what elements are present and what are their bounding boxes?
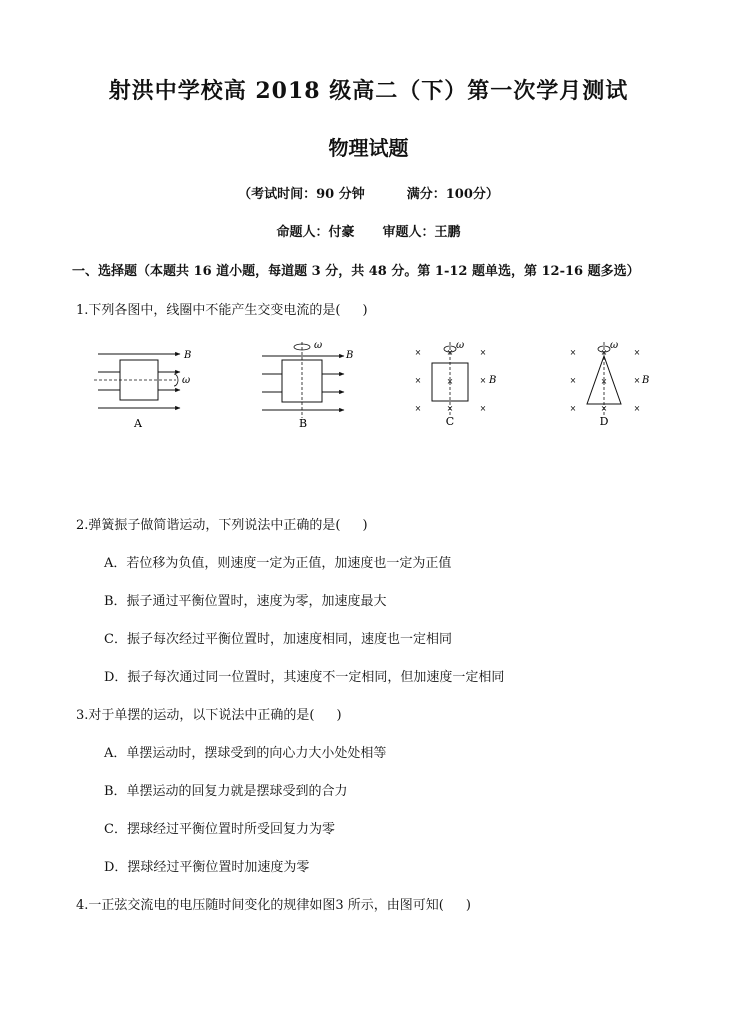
question-1-figure [88,338,668,434]
exam-authors [0,221,737,240]
svg-text:×: × [633,404,641,413]
question-3-option-a: A．单摆运动时，摆球受到的向心力大小处处相等 [104,746,387,761]
svg-text:×: × [569,376,577,385]
label-a: A [134,417,142,430]
exam-time: （考试时间：90 分钟 [238,187,365,202]
figure-c [415,340,497,428]
question-3-option-b: B．单摆运动的回复力就是摆球受到的合力 [104,784,348,799]
label-d: D [599,415,609,428]
section-heading: 一、选择题（本题共 16 道小题，每道题 3 分，共 48 分。第 1-12 题单选，第 12-16 题多选） [72,264,640,279]
svg-text:×: × [479,376,487,385]
label-omega-c: ω [456,340,465,351]
exam-info [0,183,737,202]
question-4-stem: 4.一正弦交流电的电压随时间变化的规律如图3 所示，由图可知( ) [76,898,471,913]
figure-b [262,340,353,430]
question-2-option-c: C．振子每次经过平衡位置时，加速度相同，速度也一定相同 [104,632,452,647]
label-omega-a: ω [182,375,191,386]
svg-text:×: × [600,377,608,386]
figure-a [94,350,191,430]
label-b-field-b: B [346,350,354,361]
question-1-stem: 1.下列各图中，线圈中不能产生交变电流的是( ) [76,303,368,318]
svg-text:×: × [569,404,577,413]
full-score: 满分：100分） [406,187,499,202]
svg-text:×: × [479,404,487,413]
svg-text:×: × [600,404,608,413]
question-2-option-a: A．若位移为负值，则速度一定为正值，加速度也一定为正值 [104,556,452,571]
page-subtitle: 物理试题 [328,136,409,160]
svg-text:×: × [600,348,608,357]
svg-text:×: × [446,377,454,386]
figure-d [570,340,650,428]
svg-text:×: × [414,348,422,357]
question-2-option-b: B．振子通过平衡位置时，速度为零，加速度最大 [104,594,387,609]
label-b-field-c: B [489,375,497,386]
label-b: B [298,417,308,430]
question-2-stem: 2.弹簧振子做简谐运动，下列说法中正确的是( ) [76,518,368,533]
question-2-option-d: D．振子每次通过同一位置时，其速度不一定相同，但加速度一定相同 [104,670,505,685]
author: 命题人：付豪 [276,225,355,240]
label-omega-d: ω [610,340,619,351]
reviewer: 审题人：王鹏 [382,225,461,240]
svg-text:×: × [414,404,422,413]
svg-text:×: × [479,348,487,357]
svg-text:×: × [446,348,454,357]
svg-text:×: × [633,348,641,357]
question-3-option-d: D．摆球经过平衡位置时加速度为零 [104,860,310,875]
label-c: C [445,415,455,428]
label-omega-b: ω [314,340,323,351]
question-3-option-c: C．摆球经过平衡位置时所受回复力为零 [104,822,335,837]
svg-text:×: × [446,404,454,413]
page-title: 射洪中学校高 2018 级高二（下）第一次学月测试 [108,78,629,104]
label-b-field-d: B [642,375,650,386]
svg-text:×: × [633,376,641,385]
svg-text:×: × [414,376,422,385]
label-b-field-a: B [184,350,192,361]
question-3-stem: 3.对于单摆的运动，以下说法中正确的是( ) [76,708,342,723]
svg-text:×: × [569,348,577,357]
